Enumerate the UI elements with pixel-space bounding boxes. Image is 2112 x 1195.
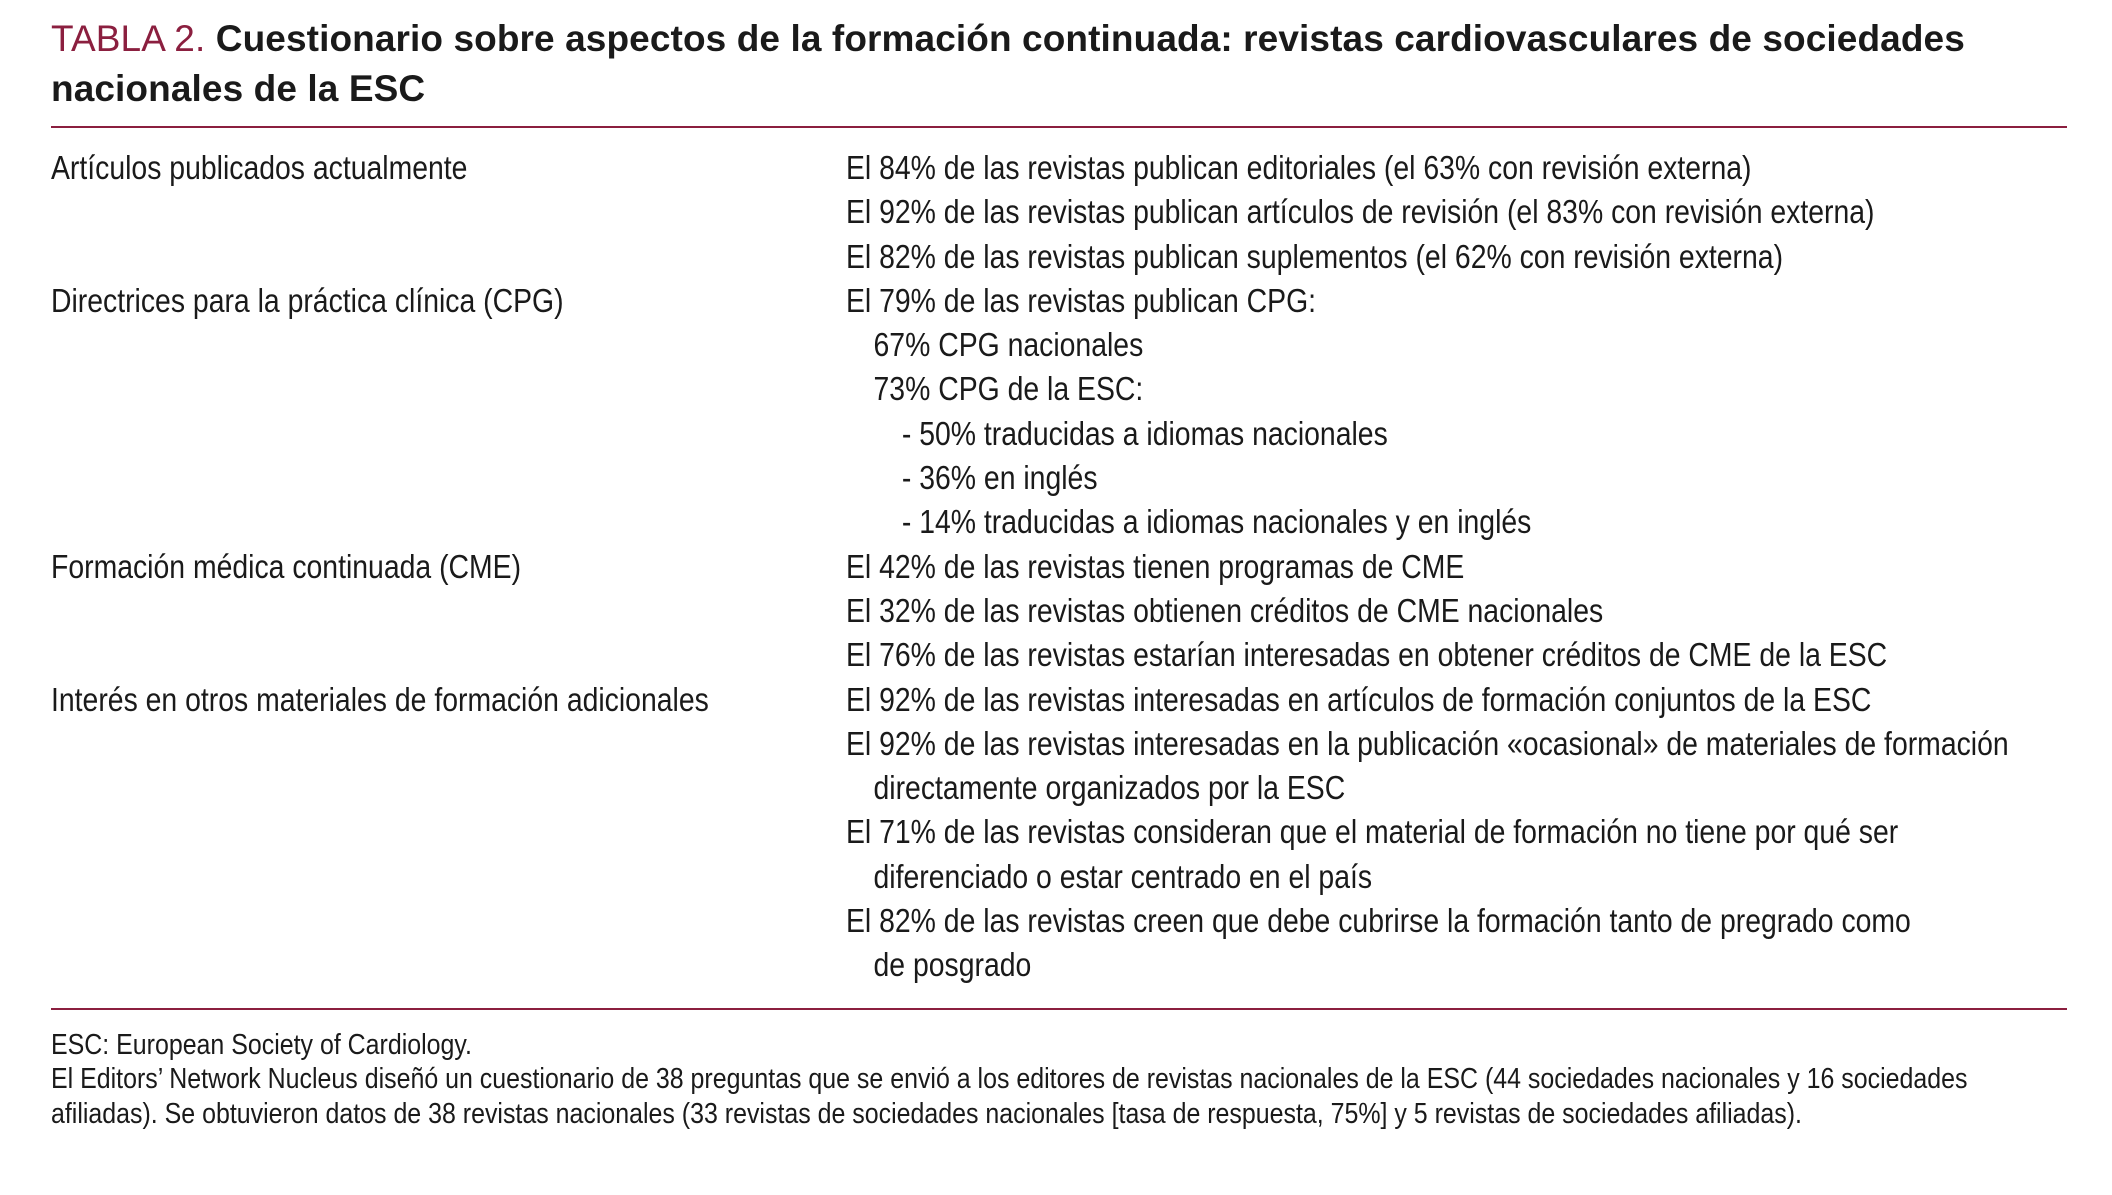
table-figure bbox=[51, 0, 2067, 1131]
table-title bbox=[51, 14, 2067, 114]
value-line: de posgrado bbox=[873, 946, 1032, 984]
value-line: 67% CPG nacionales bbox=[873, 326, 1144, 364]
table-row bbox=[51, 678, 2067, 988]
value-line: - 50% traducidas a idiomas nacionales bbox=[901, 414, 1388, 452]
top-rule bbox=[51, 126, 2067, 128]
table-row bbox=[51, 545, 2067, 678]
row-values bbox=[846, 279, 2067, 545]
row-category: Interés en otros materiales de formación adicionales bbox=[51, 680, 709, 718]
value-line: El 76% de las revistas estarían interesadas en obtener créditos de CME de la ESC bbox=[846, 636, 1888, 674]
table-caption: Cuestionario sobre aspectos de la formación continuada: revistas cardiovasculares de sociedades nacionales de la ESC bbox=[51, 18, 1965, 109]
value-line: El 92% de las revistas publican artículos de revisión (el 83% con revisión externa) bbox=[846, 193, 1875, 231]
row-values bbox=[846, 545, 2067, 678]
table-number: TABLA 2. bbox=[51, 18, 206, 59]
value-line: - 14% traducidas a idiomas nacionales y en inglés bbox=[901, 503, 1532, 541]
row-values bbox=[846, 146, 2067, 279]
value-line: directamente organizados por la ESC bbox=[873, 769, 1346, 807]
row-values bbox=[846, 678, 2112, 988]
row-category: Directrices para la práctica clínica (CPG) bbox=[51, 281, 564, 319]
value-line: diferenciado o estar centrado en el país bbox=[873, 857, 1373, 895]
value-line: El 92% de las revistas interesadas en la publicación «ocasional» de materiales de formación bbox=[846, 724, 2009, 762]
value-line: El 71% de las revistas consideran que el material de formación no tiene por qué ser bbox=[846, 813, 1899, 851]
value-line: El 84% de las revistas publican editoriales (el 63% con revisión externa) bbox=[846, 149, 1752, 186]
row-category: Artículos publicados actualmente bbox=[51, 149, 468, 186]
table-row bbox=[51, 146, 2067, 279]
value-line: El 32% de las revistas obtienen créditos de CME nacionales bbox=[846, 591, 1604, 629]
table-footnotes bbox=[51, 1028, 2067, 1132]
footnote-methods: El Editors’ Network Nucleus diseñó un cuestionario de 38 preguntas que se envió a los editores de revistas nacionales de la ESC (44 sociedades nacionales y 16 sociedades afiliadas). Se obtuvieron datos de 38 revistas nacionales (33 revistas de sociedades nacionales [tasa de respuesta, 75%] y 5 revistas de sociedades afiliadas). bbox=[51, 1063, 1968, 1130]
value-line: El 79% de las revistas publican CPG: bbox=[846, 281, 1317, 319]
table-body bbox=[51, 146, 2067, 1008]
table-row bbox=[51, 279, 2067, 545]
value-line: El 82% de las revistas creen que debe cubrirse la formación tanto de pregrado como bbox=[846, 902, 1911, 940]
value-line: El 42% de las revistas tienen programas de CME bbox=[846, 547, 1465, 585]
value-line: 73% CPG de la ESC: bbox=[873, 370, 1144, 408]
value-line: El 92% de las revistas interesadas en artículos de formación conjuntos de la ESC bbox=[846, 680, 1872, 718]
row-category: Formación médica continuada (CME) bbox=[51, 547, 522, 585]
value-line: - 36% en inglés bbox=[901, 459, 1098, 497]
footnote-abbreviation: ESC: European Society of Cardiology. bbox=[51, 1028, 472, 1061]
value-line: El 82% de las revistas publican suplementos (el 62% con revisión externa) bbox=[846, 237, 1784, 275]
bottom-rule bbox=[51, 1008, 2067, 1010]
